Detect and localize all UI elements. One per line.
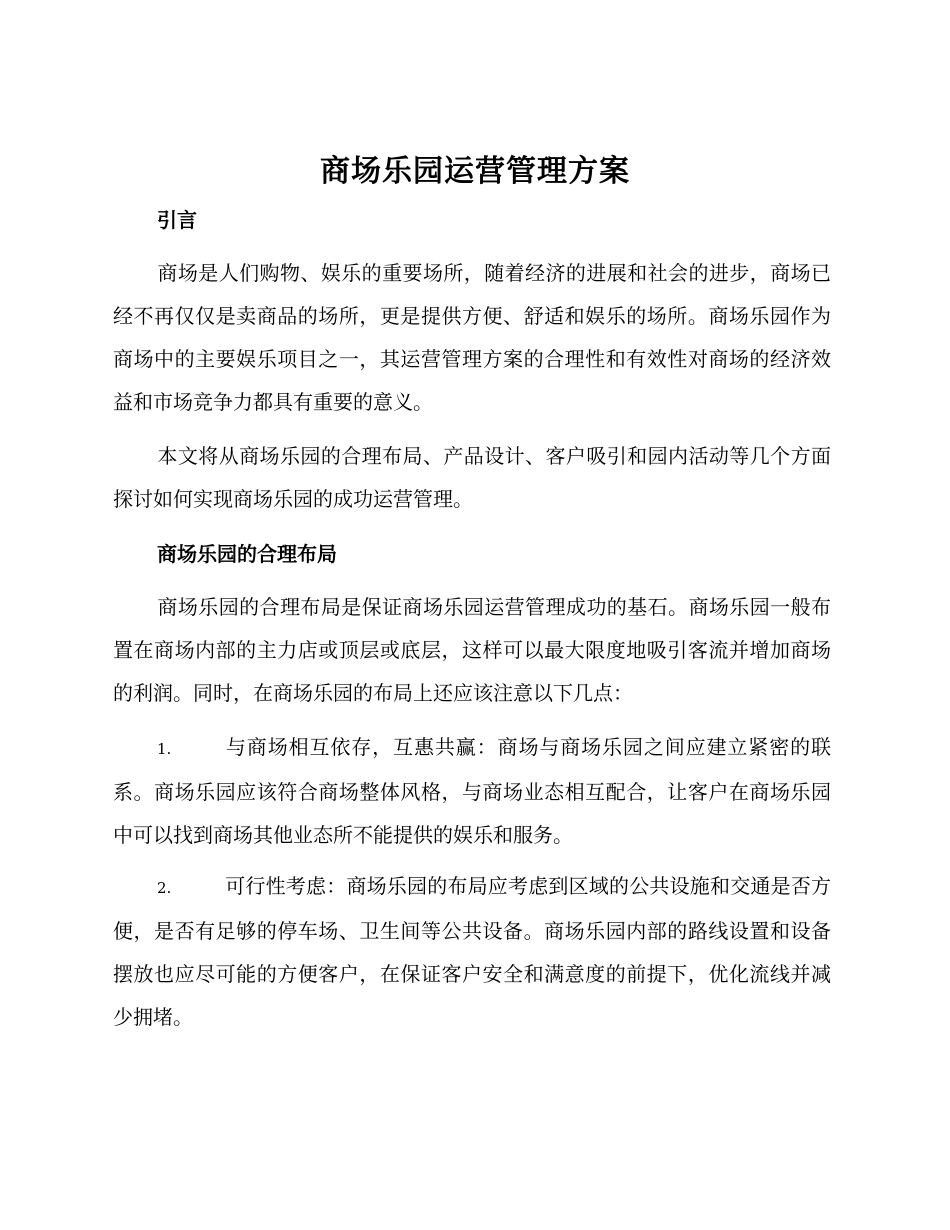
list-item-number: 1. [157, 740, 172, 758]
section-heading-intro: 引言 [157, 208, 197, 232]
layout-paragraph-text: 商场乐园的合理布局是保证商场乐园运营管理成功的基石。商场乐园一般布置在商场内部的主力店或顶层或底层，这样可以最大限度地吸引客流并增加商场的利润。同时，在商场乐园的布局上还应该注意以下几点： [113, 595, 831, 705]
intro-paragraph-2-text: 本文将从商场乐园的合理布局、产品设计、客户吸引和园内活动等几个方面探讨如何实现商场乐园的成功运营管理。 [113, 444, 831, 511]
list-item-text: 可行性考虑：商场乐园的布局应考虑到区域的公共设施和交通是否方便，是否有足够的停车场、卫生间等公共设备。商场乐园内部的路线设置和设备摆放也应尽可能的方便客户，在保证客户安全和满意度的前提下，优化流线并减少拥堵。 [113, 874, 831, 1029]
list-item-number: 2. [157, 879, 172, 897]
document-title: 商场乐园运营管理方案 [320, 154, 630, 189]
list-item-text: 与商场相互依存，互惠共赢：商场与商场乐园之间应建立紧密的联系。商场乐园应该符合商场整体风格，与商场业态相互配合，让客户在商场乐园中可以找到商场其他业态所不能提供的娱乐和服务。 [113, 735, 831, 847]
intro-paragraph-1 [113, 252, 831, 424]
intro-paragraph-1-text: 商场是人们购物、娱乐的重要场所，随着经济的进展和社会的进步，商场已经不再仅仅是卖商品的场所，更是提供方便、舒适和娱乐的场所。商场乐园作为商场中的主要娱乐项目之一，其运营管理方案的合理性和有效性对商场的经济效益和市场竞争力都具有重要的意义。 [113, 261, 831, 414]
intro-paragraph-2 [113, 435, 831, 521]
list-item [113, 865, 831, 1039]
section-heading-layout: 商场乐园的合理布局 [157, 542, 337, 566]
layout-paragraph [113, 586, 831, 715]
list-item [113, 726, 831, 857]
